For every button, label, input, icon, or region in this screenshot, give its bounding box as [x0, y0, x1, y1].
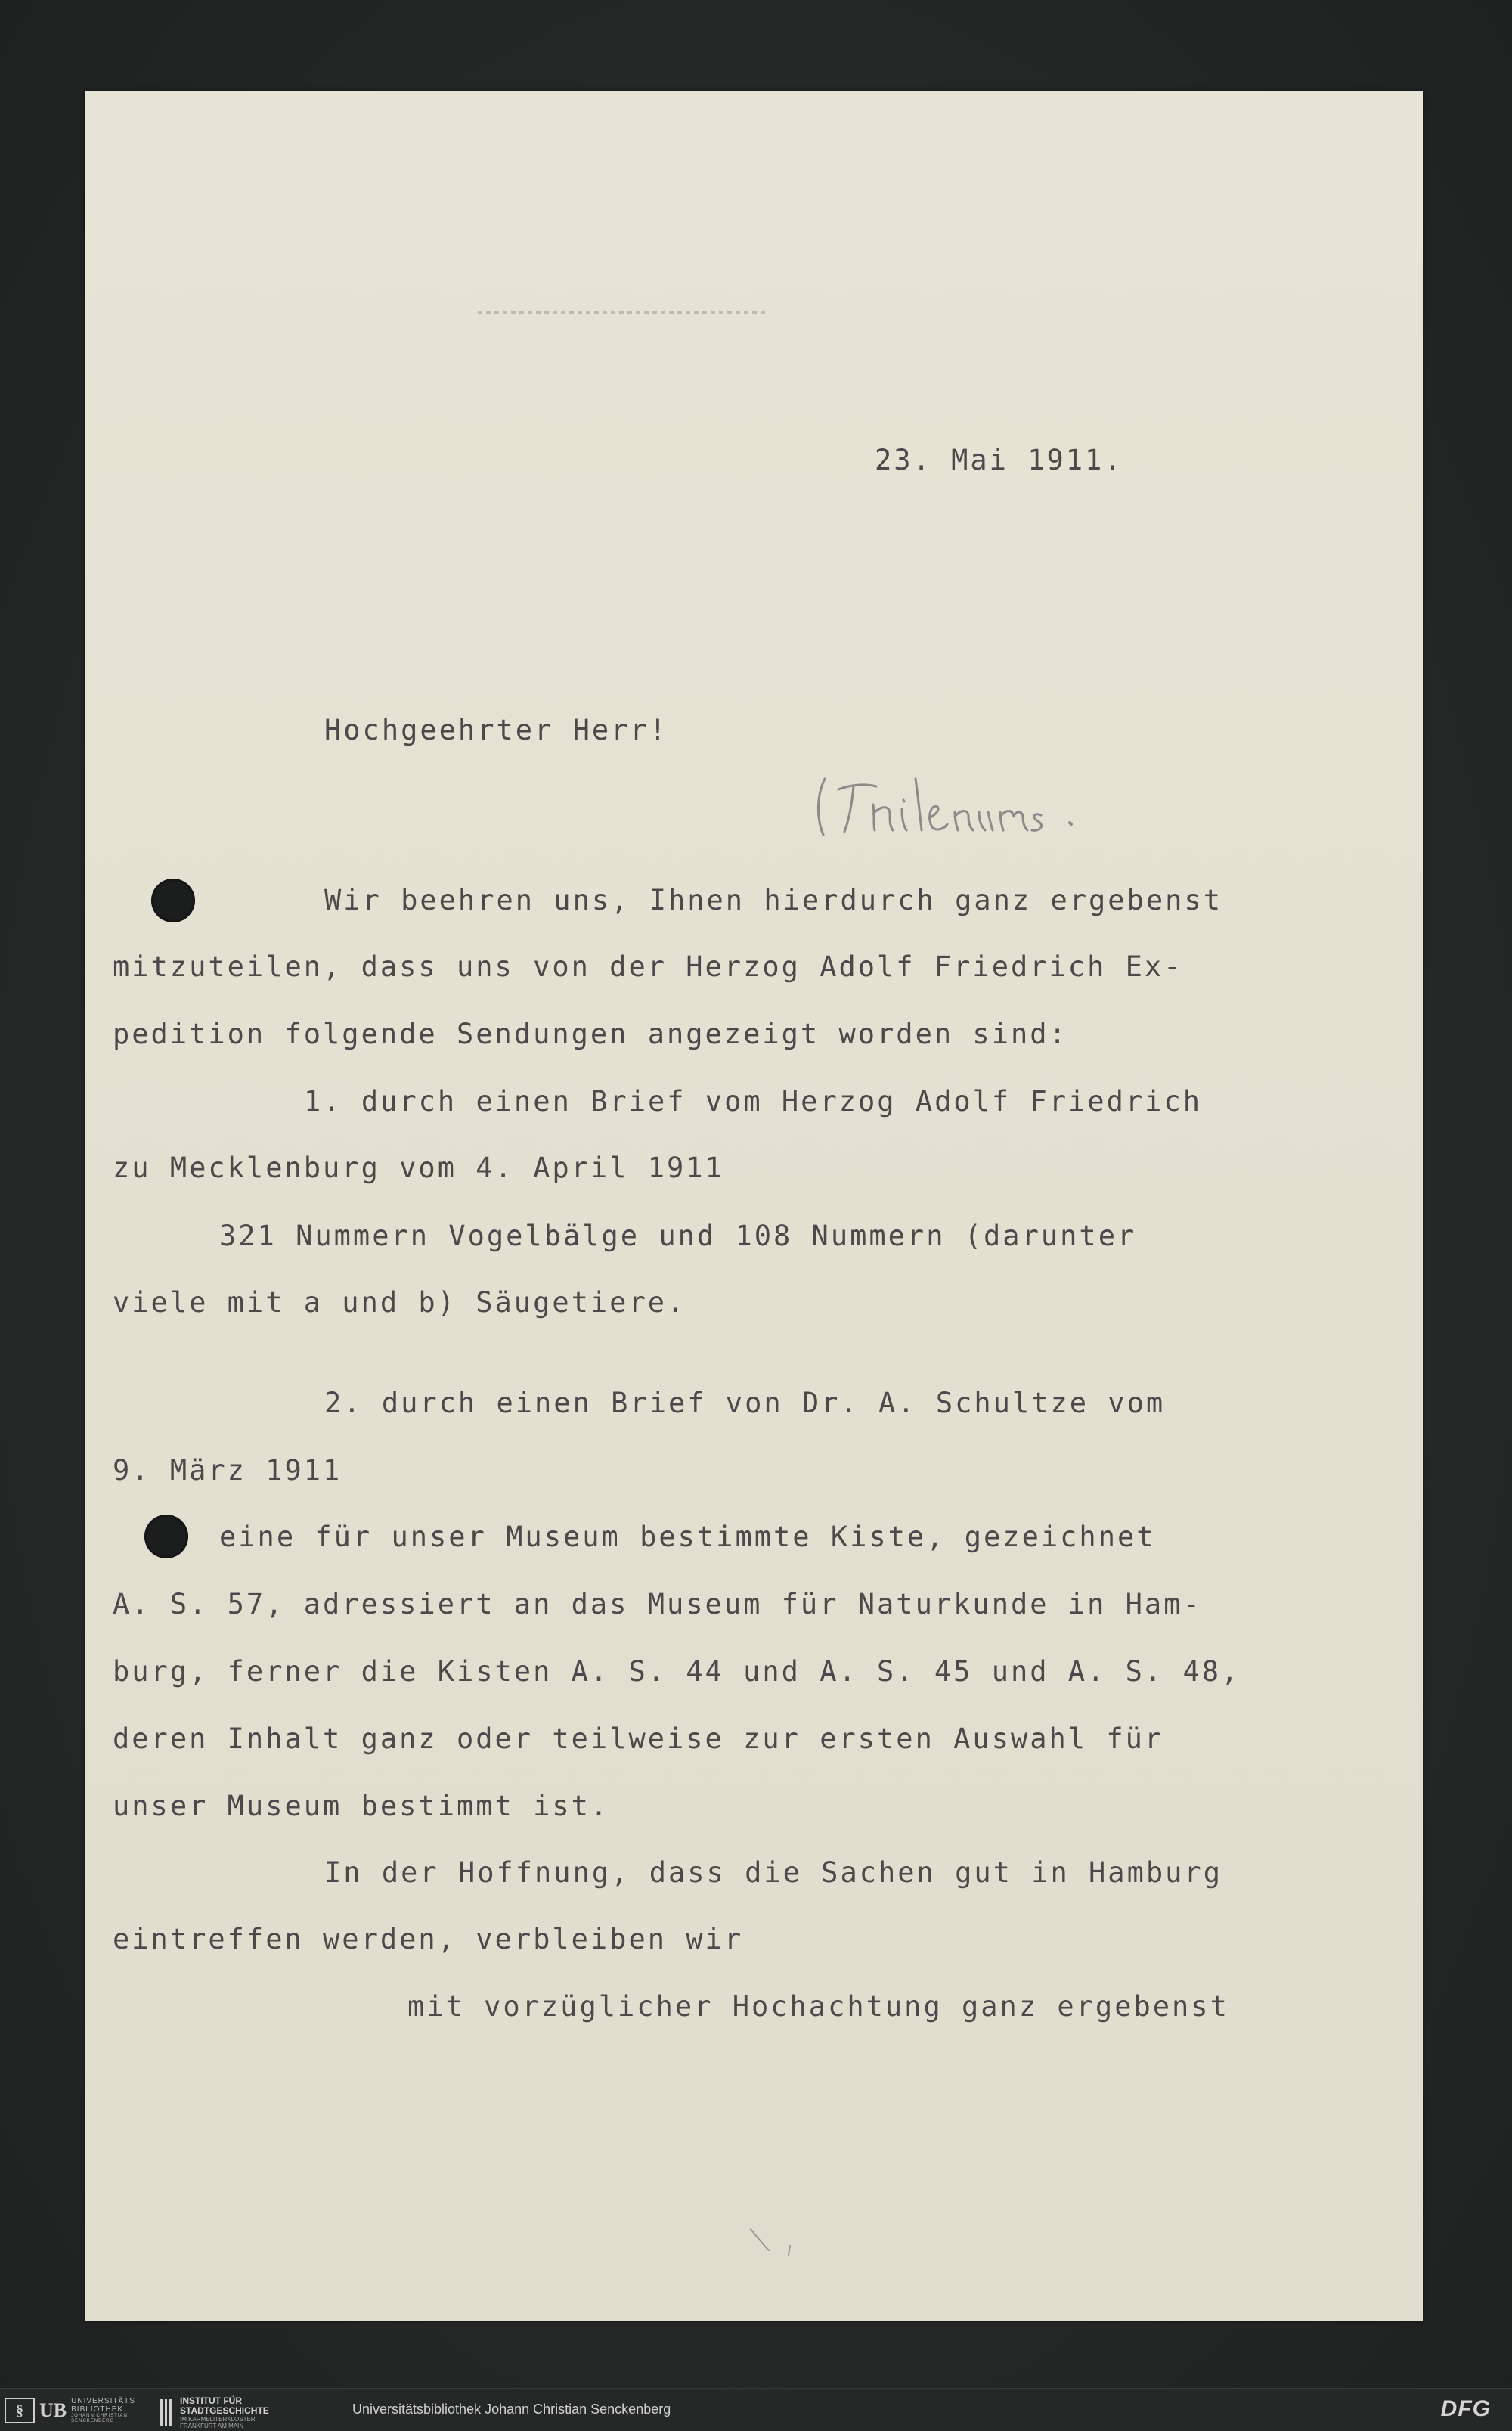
body-line: In der Hoffnung, dass die Sachen gut in Hamburg	[324, 1856, 1222, 1889]
institute-logo	[160, 2396, 269, 2429]
institute-name-line1: INSTITUT FÜR	[180, 2395, 242, 2406]
punch-hole-bottom	[144, 1515, 188, 1558]
body-line: zu Mecklenburg vom 4. April 1911	[113, 1152, 724, 1184]
body-line: eintreffen werden, verbleiben wir	[113, 1923, 744, 1955]
salutation: Hochgeehrter Herr!	[324, 714, 668, 746]
body-line: A. S. 57, adressiert an das Museum für Naturkunde in Ham-	[113, 1588, 1202, 1620]
body-line: 1. durch einen Brief vom Herzog Adolf Friedrich	[304, 1085, 1202, 1118]
dfg-logo: DFG	[1440, 2396, 1491, 2421]
punch-hole-top	[151, 879, 195, 922]
ub-logo	[5, 2398, 141, 2423]
body-line: unser Museum bestimmt ist.	[113, 1790, 610, 1822]
institute-name-line2: STADTGESCHICHTE	[180, 2405, 269, 2416]
institute-logo-icon	[160, 2399, 174, 2426]
ub-logo-text: UB	[39, 2399, 67, 2421]
body-line: 9. März 1911	[113, 1454, 342, 1487]
faint-pencil-line	[478, 311, 765, 314]
pencil-mark	[746, 2223, 822, 2261]
letter-date: 23. Mai 1911.	[875, 444, 1123, 476]
footer-title: Universitätsbibliothek Johann Christian Senckenberg	[352, 2402, 671, 2417]
closing-line: mit vorzüglicher Hochachtung ganz ergebenst	[407, 1990, 1229, 2023]
body-line: Wir beehren uns, Ihnen hierdurch ganz ergebenst	[324, 884, 1222, 916]
institute-sub-line2: FRANKFURT AM MAIN	[180, 2423, 244, 2429]
body-line: 321 Nummern Vogelbälge und 108 Nummern (darunter	[219, 1220, 1137, 1252]
ub-logo-subtext: UNIVERSITÄTS BIBLIOTHEK JOHANN CHRISTIAN SENCKENBERG	[71, 2397, 135, 2423]
body-line: burg, ferner die Kisten A. S. 44 und A. S. 45 und A. S. 48,	[113, 1655, 1241, 1688]
body-line: deren Inhalt ganz oder teilweise zur ersten Auswahl für	[113, 1722, 1164, 1755]
body-line: mitzuteilen, dass uns von der Herzog Adolf Friedrich Ex-	[113, 950, 1183, 983]
handwritten-note	[814, 770, 1086, 845]
body-line: eine für unser Museum bestimmte Kiste, gezeichnet	[219, 1521, 1156, 1553]
body-line: viele mit a und b) Säugetiere.	[113, 1286, 686, 1319]
body-line: 2. durch einen Brief von Dr. A. Schultze vom	[324, 1387, 1166, 1419]
body-line: pedition folgende Sendungen angezeigt worden sind:	[113, 1018, 1068, 1050]
footer-bar	[0, 2388, 1512, 2431]
letter-page	[85, 91, 1423, 2321]
ub-logo-icon: §	[5, 2398, 35, 2423]
institute-sub-line1: IM KARMELITERKLOSTER	[180, 2416, 256, 2423]
